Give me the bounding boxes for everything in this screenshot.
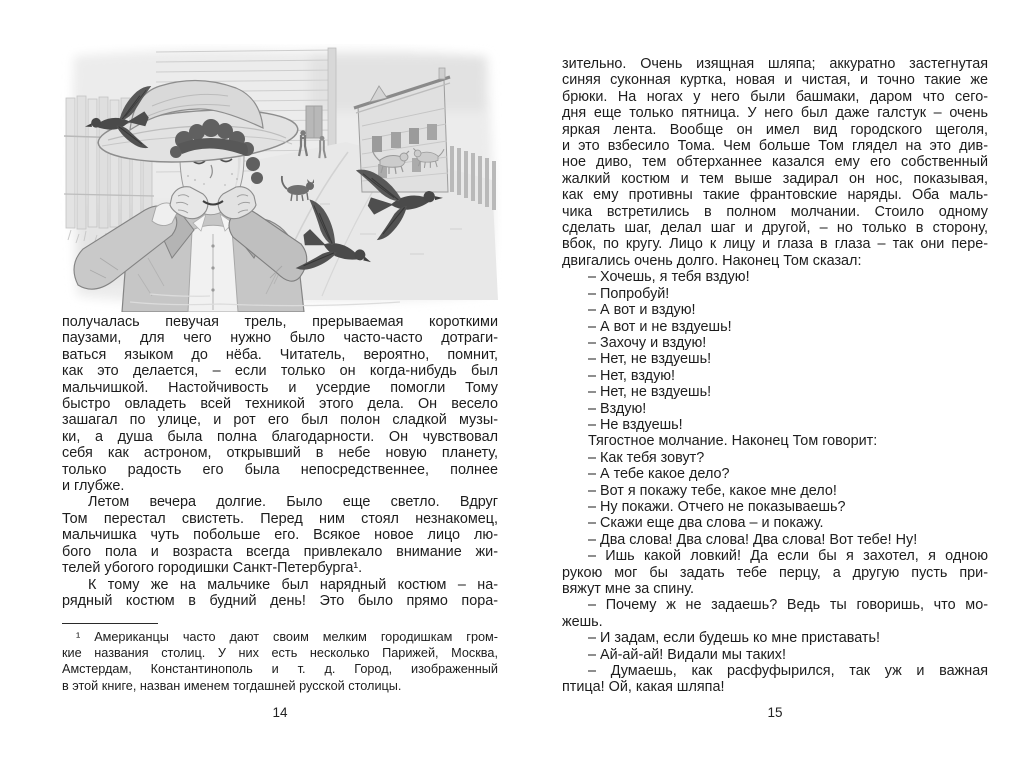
text-line: – Не вздуешь! xyxy=(588,416,683,433)
text-line: бого пола и возраста всегда привлекало внимание жи- xyxy=(62,543,498,560)
text-line: вяжут мне за спину. xyxy=(562,581,695,597)
text-line: как ему противны такие франтовские наряды. Оба маль- xyxy=(562,187,988,204)
text-line: ваться языком до нёба. Читатель, вероятно, помнит, xyxy=(62,346,498,363)
text-line: себя как астроном, открывший в небе новую планету, xyxy=(62,445,498,462)
text-line: брюки. На ногах у него были башмаки, даром что сего- xyxy=(562,88,988,105)
left-page-body xyxy=(62,314,498,609)
text-line: – Как тебя зовут? xyxy=(588,449,705,466)
text-line: – А вот и не вздуешь! xyxy=(588,318,732,335)
text-line: – Два слова! Два слова! Два слова! Вот тебе! Ну! xyxy=(588,531,918,548)
text-line: рукою мог бы задать тебе перцу, а другую пусть при- xyxy=(562,564,988,581)
text-line: вбок, по кругу. Лицо к лицу и глаза в глаза – так они пере- xyxy=(562,236,988,253)
page-number-right: 15 xyxy=(767,705,783,720)
text-line: яркая лента. Вообще он имел вид городского щеголя, xyxy=(562,121,988,138)
illustration-svg xyxy=(60,44,502,312)
text-line: мальчишкой. Настойчивость и усердие помогли Тому xyxy=(62,379,498,396)
text-line: – Вздую! xyxy=(588,400,647,417)
text-line: – Думаешь, как расфуфырился, так уж и важная xyxy=(588,663,988,680)
text-line: – Ну покажи. Отчего не показываешь? xyxy=(588,498,846,515)
text-line: Тягостное молчание. Наконец Том говорит: xyxy=(588,433,878,450)
text-line: как это делается, – если только он когда-нибудь был xyxy=(62,363,498,380)
text-line: рядный костюм в будний день! Это было прямо пора- xyxy=(62,592,498,609)
text-line: – Нет, вздую! xyxy=(588,367,676,384)
text-line: телей убогого городишки Санкт-Петербурга¹. xyxy=(62,560,363,577)
text-line: зительно. Очень изящная шляпа; аккуратно застегнутая xyxy=(562,56,988,72)
text-line: ки, а душа была полна благодарности. Он чувствовал xyxy=(62,428,498,445)
text-line: Том перестал свистеть. Перед ним стоял незнакомец, xyxy=(62,510,498,527)
text-line: Летом вечера долгие. Было еще светло. Вдруг xyxy=(88,494,498,511)
right-page-body xyxy=(562,56,988,696)
text-line: и это взбесило Тома. Чем больше Том глядел на это див- xyxy=(562,138,988,155)
text-line: кие названия столиц. У них есть несколько Парижей, Москва, xyxy=(62,646,498,661)
page-number-left: 14 xyxy=(272,705,288,720)
footnote xyxy=(62,629,498,694)
text-line: – Хочешь, я тебя вздую! xyxy=(588,269,750,286)
text-line: в этой книге, назван именем тогдашней русской столицы. xyxy=(62,678,402,693)
text-line: зашагал по улице, и рот его был полон сладкой музы- xyxy=(62,412,498,429)
text-line: и глубже. xyxy=(62,478,125,495)
footnote-separator xyxy=(62,623,158,624)
text-line: Амстердам, Константинополь и т. д. Город, изображенный xyxy=(62,662,498,677)
text-line: – А вот и вздую! xyxy=(588,302,696,319)
text-line: – Захочу и вздую! xyxy=(588,334,707,351)
text-line: дня еще только пятница. У него был даже галстук – очень xyxy=(562,105,988,122)
text-line: – Ишь какой ловкий! Да если бы я захотел, я одною xyxy=(588,548,988,565)
text-line: жалкий костюм и тем выше задирал он нос, показывая, xyxy=(562,170,988,187)
text-line: ное диво, тем обтерханнее казался ему его собственный xyxy=(562,154,988,171)
text-line: птица! Ой, какая шляпа! xyxy=(562,679,725,696)
text-line: – И задам, если будешь ко мне приставать! xyxy=(588,630,880,647)
book-illustration xyxy=(60,44,502,312)
text-line: синяя суконная куртка, новая и чистая, и точно такие же xyxy=(562,72,988,89)
text-line: ¹ Американцы часто дают своим мелким городишкам гром- xyxy=(76,630,498,644)
text-line: получалась певучая трель, прерываемая короткими xyxy=(62,314,498,330)
text-line: паузами, для чего нужно было часто-часто дотраги- xyxy=(62,330,498,347)
text-line: – Вот я покажу тебе, какое мне дело! xyxy=(588,482,837,499)
text-line: только радость его была непосредственнее, полнее xyxy=(62,461,498,478)
text-line: – Попробуй! xyxy=(588,285,670,302)
text-line: – Нет, не вздуешь! xyxy=(588,384,712,401)
text-line: чика встретились в полном молчании. Стоило одному xyxy=(562,203,988,220)
text-line: К тому же на мальчике был нарядный костюм – на- xyxy=(88,576,498,593)
text-line: жешь. xyxy=(562,613,603,630)
text-line: – А тебе какое дело? xyxy=(588,466,730,483)
text-line: двигались очень долго. Наконец Том сказал: xyxy=(562,252,862,269)
text-line: – Почему ж не задаешь? Ведь ты говоришь, что мо- xyxy=(588,597,988,614)
text-line: – Нет, не вздуешь! xyxy=(588,351,712,368)
text-line: – Ай-ай-ай! Видали мы таких! xyxy=(588,646,786,663)
text-line: мальчишка чуть побольше его. Всякое новое лицо лю- xyxy=(62,527,498,544)
text-line: сделать шаг, делал шаг и другой, – но только в сторону, xyxy=(562,220,988,237)
text-line: – Скажи еще два слова – и покажу. xyxy=(588,515,824,532)
text-line: быстро овладеть всей техникой этого дела. Он весело xyxy=(62,396,498,413)
